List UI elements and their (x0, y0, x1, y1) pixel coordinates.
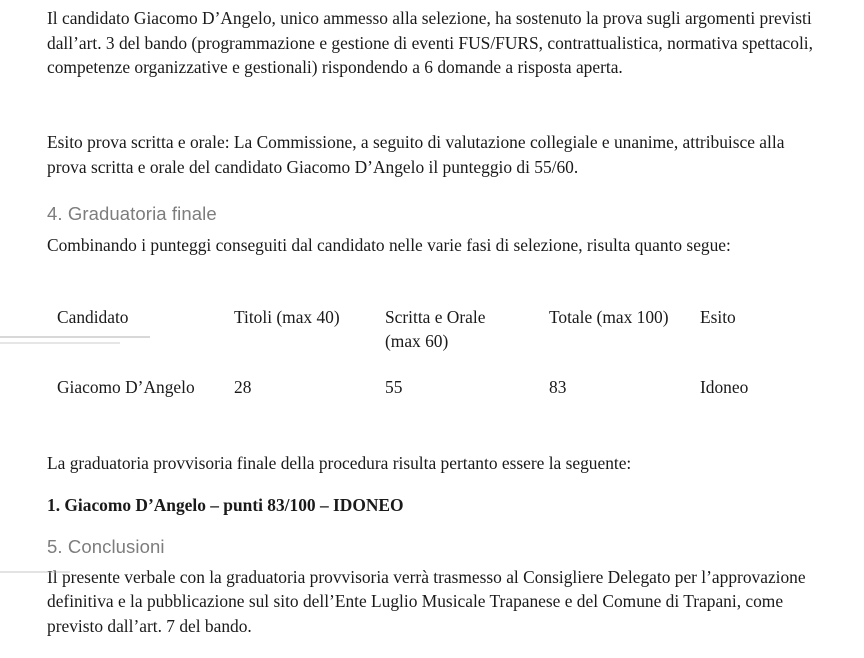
table-header-candidate: Candidato (57, 307, 129, 327)
table-cell-candidate: Giacomo D’Angelo (57, 377, 195, 397)
table-header-written-oral: Scritta e Orale (max 60) (385, 307, 486, 351)
scan-artifact (0, 342, 120, 344)
paragraph-ranking-intro: La graduatoria provvisoria finale della procedura risulta pertanto essere la seguente: (47, 453, 632, 473)
table-cell-outcome: Idoneo (700, 377, 749, 397)
table-header-total: Totale (max 100) (549, 307, 669, 327)
table-cell-total: 83 (549, 377, 567, 397)
ranking-entry: 1. Giacomo D’Angelo – punti 83/100 – IDONEO (47, 495, 404, 515)
scan-artifact (0, 571, 70, 573)
table-header-titles: Titoli (max 40) (234, 307, 340, 327)
paragraph-score-intro: Combinando i punteggi conseguiti dal candidato nelle varie fasi di selezione, risulta quanto segue: (47, 235, 731, 255)
paragraph-conclusion: Il presente verbale con la graduatoria provvisoria verrà trasmesso al Consigliere Delegato per l’approvazione definitiva e la pubblicazione sul sito dell’Ente Luglio Musicale Trapanese e del Comune di Trapani, come previsto dall’art. 7 del bando. (47, 567, 806, 636)
table-cell-written-oral: 55 (385, 377, 403, 397)
paragraph-exam-result: Esito prova scritta e orale: La Commissione, a seguito di valutazione collegiale e unanime, attribuisce alla prova scritta e orale del candidato Giacomo D’Angelo il punteggio di 55/60. (47, 132, 785, 177)
table-header-outcome: Esito (700, 307, 736, 327)
table-cell-titles: 28 (234, 377, 252, 397)
section-heading-conclusioni: 5. Conclusioni (47, 536, 165, 557)
section-heading-graduatoria: 4. Graduatoria finale (47, 203, 217, 224)
paragraph-exam-description: Il candidato Giacomo D’Angelo, unico ammesso alla selezione, ha sostenuto la prova sugli argomenti previsti dall’art. 3 del bando (programmazione e gestione di eventi FUS/FURS, contrattualistica, normativa spettacoli, competenze organizzative e gestionali) rispondendo a 6 domande a risposta aperta. (47, 8, 813, 78)
scan-artifact (0, 336, 150, 338)
